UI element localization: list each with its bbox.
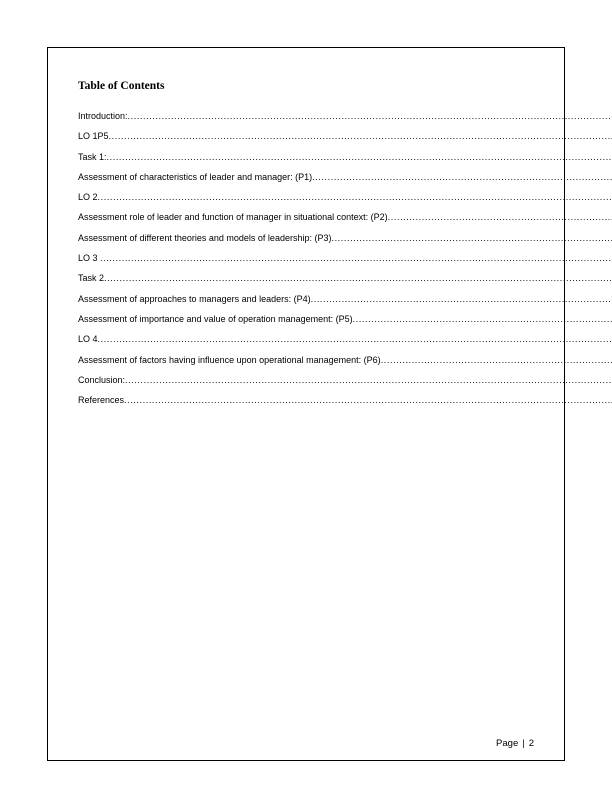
toc-entry-p3[interactable] — [78, 232, 612, 252]
toc-entry-lo1p5[interactable] — [78, 130, 612, 150]
toc-entry-label: Assessment of approaches to managers and leaders: (P4) — [78, 293, 311, 304]
toc-entry-label: Conclusion: — [78, 374, 126, 385]
toc-entry-references[interactable] — [78, 394, 612, 414]
footer-page-number: 2 — [528, 738, 534, 749]
toc-entry-introduction[interactable] — [78, 110, 612, 130]
toc-entry-label: Assessment of characteristics of leader and manager: (P1) — [78, 171, 313, 182]
toc-dot-leader — [124, 394, 612, 406]
toc-entry-task1[interactable] — [78, 151, 612, 171]
toc-dot-leader — [98, 333, 612, 345]
toc-entry-label: Introduction: — [78, 111, 128, 121]
toc-entry-lo4[interactable] — [78, 333, 612, 353]
toc-entry-label: LO 1P5 — [78, 131, 109, 142]
toc-entry-lo3[interactable] — [78, 252, 612, 272]
toc-entry-p4[interactable] — [78, 293, 612, 313]
toc-entry-label: Assessment of importance and value of operation management: (P5) — [78, 313, 353, 324]
toc-dot-leader — [128, 110, 612, 122]
toc-title: Table of Contents — [78, 80, 165, 92]
toc-dot-leader — [311, 293, 612, 305]
toc-entry-label: Assessment of different theories and models of leadership: (P3) — [78, 232, 332, 243]
toc-entry-label: LO 3 — [78, 253, 101, 264]
toc-entry-p5[interactable] — [78, 313, 612, 333]
toc-entry-conclusion[interactable] — [78, 374, 612, 394]
toc-entry-lo2[interactable] — [78, 191, 612, 211]
toc-entry-p2[interactable] — [78, 211, 612, 231]
toc-entry-p1[interactable] — [78, 171, 612, 191]
toc-dot-leader — [381, 354, 612, 366]
toc-dot-leader — [353, 313, 612, 325]
footer-separator: | — [522, 738, 525, 749]
toc-entry-label: LO 2 — [78, 192, 98, 203]
toc-dot-leader — [100, 252, 612, 264]
toc-list — [78, 110, 612, 414]
toc-dot-leader — [125, 374, 612, 386]
toc-dot-leader — [104, 272, 612, 284]
footer-page-word: Page — [496, 738, 519, 749]
toc-dot-leader — [98, 191, 612, 203]
toc-entry-task2[interactable] — [78, 272, 612, 292]
toc-dot-leader — [331, 232, 612, 244]
toc-entry-label: LO 4 — [78, 334, 98, 345]
toc-dot-leader — [107, 151, 612, 163]
page-footer — [496, 738, 534, 750]
toc-entry-label: Task 1: — [78, 151, 107, 162]
toc-entry-label: References — [78, 395, 125, 406]
toc-dot-leader — [109, 130, 612, 142]
toc-entry-p6[interactable] — [78, 354, 612, 374]
toc-entry-label: Assessment role of leader and function of manager in situational context: (P2) — [78, 212, 388, 223]
toc-dot-leader — [388, 211, 612, 223]
toc-dot-leader — [312, 171, 612, 183]
toc-entry-label: Assessment of factors having influence upon operational management: (P6) — [78, 354, 381, 365]
toc-entry-label: Task 2 — [78, 273, 105, 284]
